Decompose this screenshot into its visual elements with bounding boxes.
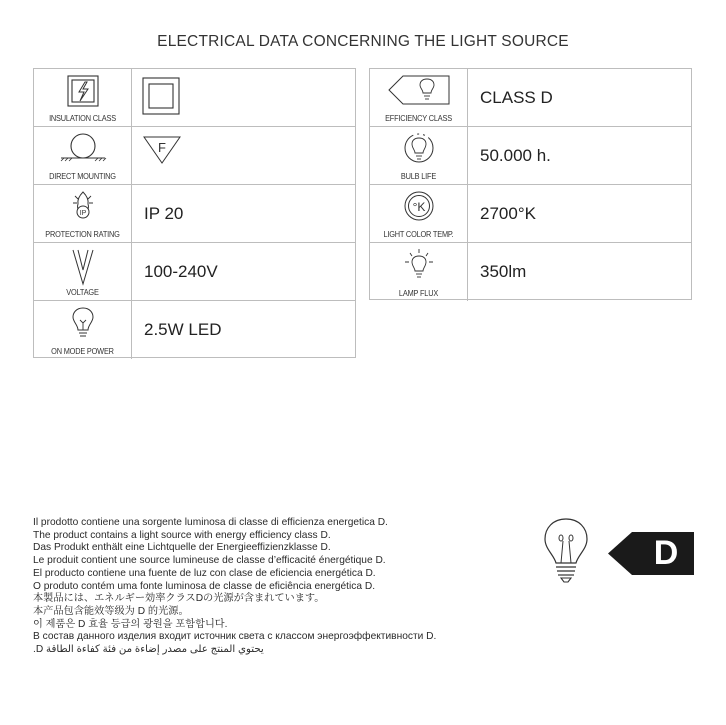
voltage-label: VOLTAGE — [66, 288, 99, 297]
protection-rating-value: IP 20 — [144, 203, 184, 223]
kelvin-symbol: °K — [412, 200, 425, 214]
spec-row-protection-rating — [34, 185, 355, 243]
energy-class-letter: D — [653, 534, 679, 572]
on-mode-power-value: 2.5W LED — [144, 320, 222, 339]
efficiency-class-label: EFFICIENCY CLASS — [385, 114, 452, 123]
protection-rating-icon — [68, 190, 98, 222]
efficiency-class-value: CLASS D — [480, 87, 553, 107]
insulation-class-label: INSULATION CLASS — [49, 114, 116, 123]
spec-row-insulation-class — [34, 69, 355, 127]
disclaimer-line-ko: 이 제품은 D 효율 등급의 광원을 포함합니다. — [33, 618, 228, 630]
spec-row-direct-mounting — [34, 127, 355, 185]
bulb-life-value: 50.000 h. — [480, 145, 551, 165]
class-ii-square-icon — [142, 77, 182, 117]
f-letter: F — [158, 140, 166, 155]
disclaimer-line-fr: Le produit contient une source lumineuse de classe d’efficacité énergétique D. — [33, 555, 386, 567]
disclaimer-line-de: Das Produkt enthält eine Lichtquelle der Energieeffizienzklasse D. — [33, 542, 331, 554]
disclaimer-line-pt: O produto contém uma fonte luminosa de classe de eficiência energética D. — [33, 580, 376, 592]
spec-table-left — [33, 68, 356, 358]
kelvin-icon — [402, 190, 436, 224]
spec-row-lamp-flux — [370, 243, 691, 301]
lamp-flux-value: 350lm — [480, 262, 527, 281]
disclaimer-line-en: The product contains a light source with energy efficiency class D. — [33, 529, 331, 541]
spec-row-efficiency-class — [370, 69, 691, 127]
spec-row-voltage — [34, 243, 355, 301]
efficiency-class-icon — [387, 74, 451, 108]
spec-table-right — [369, 68, 692, 300]
bulb-icon — [71, 306, 95, 340]
light-color-temp-value: 2700°K — [480, 203, 536, 223]
spec-row-light-color-temp — [370, 185, 691, 243]
lamp-flux-icon — [402, 248, 436, 282]
lamp-flux-label: LAMP FLUX — [398, 289, 439, 298]
energy-bulb-icon — [541, 517, 591, 585]
disclaimer-line-ja: 本製品には、エネルギー効率クラスDの光源が含まれています。 — [33, 593, 325, 605]
page-title: ELECTRICAL DATA CONCERNING THE LIGHT SOURCE — [157, 33, 569, 50]
spec-row-on-mode-power — [34, 301, 355, 359]
ip-symbol: IP — [79, 210, 86, 217]
direct-mounting-icon — [55, 132, 111, 166]
light-color-temp-label: LIGHT COLOR TEMP. — [383, 230, 454, 239]
spec-row-bulb-life — [370, 127, 691, 185]
energy-disclaimer — [33, 517, 593, 657]
direct-mounting-label: DIRECT MOUNTING — [49, 172, 116, 181]
disclaimer-line-ar: يحتوي المنتج على مصدر إضاءة من فئة كفاءة الطاقة D. — [33, 644, 264, 656]
energy-class-badge — [608, 532, 694, 575]
voltage-value: 100-240V — [144, 261, 218, 281]
insulation-class-icon — [66, 74, 100, 110]
disclaimer-line-zh: 本产品包含能效等级为 D 的光源。 — [33, 605, 189, 617]
disclaimer-line-es: El producto contiene una fuente de luz con clase de eficiencia energética D. — [33, 567, 376, 579]
voltage-icon — [71, 248, 95, 286]
protection-rating-label: PROTECTION RATING — [45, 230, 120, 239]
on-mode-power-label: ON MODE POWER — [51, 347, 114, 356]
disclaimer-line-ru: В состав данного изделия входит источник света с классом энергоэффективности D. — [33, 631, 437, 643]
bulb-life-label: BULB LIFE — [400, 172, 437, 181]
disclaimer-line-it: Il prodotto contiene una sorgente luminosa di classe di efficienza energetica D. — [33, 517, 388, 528]
bulb-life-icon — [402, 132, 436, 166]
f-triangle-icon — [142, 135, 182, 165]
